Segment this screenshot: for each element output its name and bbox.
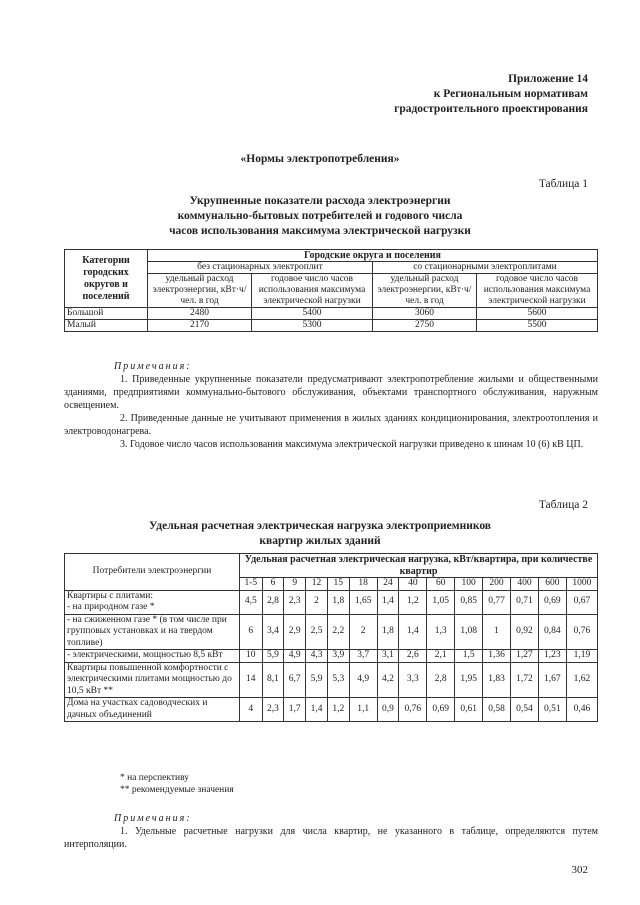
note-item: 3. Годовое число часов использования максимума электрической нагрузки приведено к шинам 10 (6) кВ ЦП. [120,439,584,450]
table-row [65,308,598,320]
table2-footnotes [120,772,234,796]
table1 [64,249,598,332]
table1-title-line: коммунально-бытовых потребителей и годового числа [177,210,463,222]
cell: 1,05 [427,590,455,614]
cell: 4,9 [284,650,306,663]
cell: 0,58 [483,698,511,722]
cell: 5,3 [327,662,349,698]
notes-heading: Примечания: [114,813,192,824]
cell: 1,19 [566,650,597,663]
cell: 4 [240,698,263,722]
col-consumption-header: удельный расход электроэнергии, кВт·ч/чел. в год [372,274,476,308]
cell: 5500 [477,320,598,332]
cell: 1,3 [427,614,455,650]
count-header: 18 [349,578,377,591]
cell: 3,7 [349,650,377,663]
cell: 3,9 [327,650,349,663]
table2-title-line: Удельная расчетная электрическая нагрузка электроприемников [148,520,492,532]
cell: 1,4 [399,614,427,650]
cell: 0,61 [455,698,483,722]
count-header: 600 [538,578,566,591]
cell: 2,3 [284,590,306,614]
cell: 1,62 [566,662,597,698]
cell: 10 [240,650,263,663]
row-name: - электрическими, мощностью 8,5 кВт [65,650,240,663]
note-item: 1. Приведенные укрупненные показатели предусматривают электропотребление жилыми и общественными зданиями, предприятиями коммунально-бытового обслуживания, объектами транспортного обслуживания, наружным освещением. [64,374,598,411]
cell: 2,5 [306,614,328,650]
cell: 1,2 [327,698,349,722]
table1-label: Таблица 1 [538,178,588,190]
table-row [65,320,598,332]
cell: 5,9 [262,650,284,663]
notes-2 [64,812,598,851]
cell: 3060 [372,308,476,320]
note-item: 2. Приведенные данные не учитывают применения в жилых зданиях кондиционирования, электроотопления и электроводонагрева. [64,413,598,437]
col-hours-header: годовое число часов использования максимума электрической нагрузки [477,274,598,308]
cell: 1,8 [377,614,399,650]
row-name: Дома на участках садоводческих и дачных объединений [65,698,240,722]
cell: 0,67 [566,590,597,614]
cell: 2,6 [399,650,427,663]
table1-title-line: часов использования максимума электрической нагрузки [169,225,471,237]
cell: 4,9 [349,662,377,698]
cell: 1,7 [284,698,306,722]
table-row [65,590,598,614]
cell: 0,85 [455,590,483,614]
count-header: 1000 [566,578,597,591]
footnote: * на перспективу [120,773,190,783]
cell: 0,69 [538,590,566,614]
cell: 1,5 [455,650,483,663]
section-label: Квартиры с плитами: [67,590,154,601]
cell: 2,3 [262,698,284,722]
count-header: 1-5 [240,578,263,591]
cell: 0,46 [566,698,597,722]
count-header: 15 [327,578,349,591]
row-name: Малый [65,320,148,332]
cell: 0,92 [511,614,539,650]
cell: 2,9 [284,614,306,650]
col-hours-header: годовое число часов использования максимума электрической нагрузки [252,274,373,308]
cell: 1,08 [455,614,483,650]
table1-title [0,194,640,239]
appendix-line-3: градостроительного проектирования [394,103,588,115]
cell: 0,84 [538,614,566,650]
cell: 5400 [252,308,373,320]
col-consumption-header: удельный расход электроэнергии, кВт·ч/чел. в год [148,274,252,308]
cell: 1,67 [538,662,566,698]
count-header: 40 [399,578,427,591]
count-header: 200 [483,578,511,591]
cell: 1 [483,614,511,650]
cell: 0,9 [377,698,399,722]
with-stoves-header: со стационарными электроплитами [372,262,597,274]
cell: 3,1 [377,650,399,663]
cell: 6,7 [284,662,306,698]
table-row [65,662,598,698]
cell: 8,1 [262,662,284,698]
cell: 0,76 [399,698,427,722]
cell: 2 [306,590,328,614]
without-stoves-header: без стационарных электроплит [148,262,373,274]
cell: 0,71 [511,590,539,614]
cell: 3,3 [399,662,427,698]
cell: 5,9 [306,662,328,698]
cell: 1,27 [511,650,539,663]
cell: 1,72 [511,662,539,698]
cell: 5300 [252,320,373,332]
cell: 1,95 [455,662,483,698]
cell: 1,23 [538,650,566,663]
notes-heading: Примечания: [114,361,192,372]
cell: 4,3 [306,650,328,663]
group-header: Городские округа и поселения [148,250,598,262]
appendix-number: Приложение 14 [508,73,588,85]
row-name: - на сжиженном газе * (в том числе при групповых установках и на твердом топливе) [65,614,240,650]
cell: 2,8 [262,590,284,614]
appendix-line-2: к Региональным нормативам [433,88,588,100]
table-row [65,698,598,722]
cell: 2,1 [427,650,455,663]
table2 [64,553,598,722]
cell: 5600 [477,308,598,320]
table2-title-line: квартир жилых зданий [259,535,381,547]
notes-1 [64,360,598,451]
note-item: 1. Удельные расчетные нагрузки для числа квартир, не указанного в таблице, определяются путем интерполяции. [64,826,598,850]
count-header: 400 [511,578,539,591]
table2-label: Таблица 2 [538,499,588,511]
row-label: - на природном газе * [67,602,155,612]
count-header: 60 [427,578,455,591]
count-header: 24 [377,578,399,591]
cell: 0,51 [538,698,566,722]
cell: 3,4 [262,614,284,650]
cell: 4,2 [377,662,399,698]
count-header: 100 [455,578,483,591]
cell: 1,1 [349,698,377,722]
table-row [65,614,598,650]
row-name: Большой [65,308,148,320]
cell: 0,77 [483,590,511,614]
load-header: Удельная расчетная электрическая нагрузка, кВт/квартира, при количестве квартир [240,554,598,578]
cell: 2170 [148,320,252,332]
footnote: ** рекомендуемые значения [120,785,234,795]
table-row [65,650,598,663]
cell: 2750 [372,320,476,332]
cell: 1,4 [377,590,399,614]
cell: 1,65 [349,590,377,614]
cell: 14 [240,662,263,698]
document-title: «Нормы электропотребления» [240,153,400,165]
cell: 6 [240,614,263,650]
row-name [65,590,240,614]
page-number: 302 [571,864,588,876]
count-header: 12 [306,578,328,591]
category-header: Категории городских округов и поселений [65,250,148,308]
table1-title-line: Укрупненные показатели расхода электроэнергии [189,195,451,207]
row-name: Квартиры повышенной комфортности с электрическими плитами мощностью до 10,5 кВт ** [65,662,240,698]
cell: 1,2 [399,590,427,614]
cell: 1,36 [483,650,511,663]
cell: 2,8 [427,662,455,698]
cell: 1,83 [483,662,511,698]
cell: 0,76 [566,614,597,650]
cell: 2 [349,614,377,650]
cell: 2480 [148,308,252,320]
cell: 2,2 [327,614,349,650]
cell: 1,4 [306,698,328,722]
table2-title [0,519,640,549]
appendix-header [394,72,588,117]
cell: 0,69 [427,698,455,722]
cell: 0,54 [511,698,539,722]
cell: 4,5 [240,590,263,614]
consumers-header: Потребители электроэнергии [65,554,240,591]
count-header: 6 [262,578,284,591]
cell: 1,8 [327,590,349,614]
count-header: 9 [284,578,306,591]
